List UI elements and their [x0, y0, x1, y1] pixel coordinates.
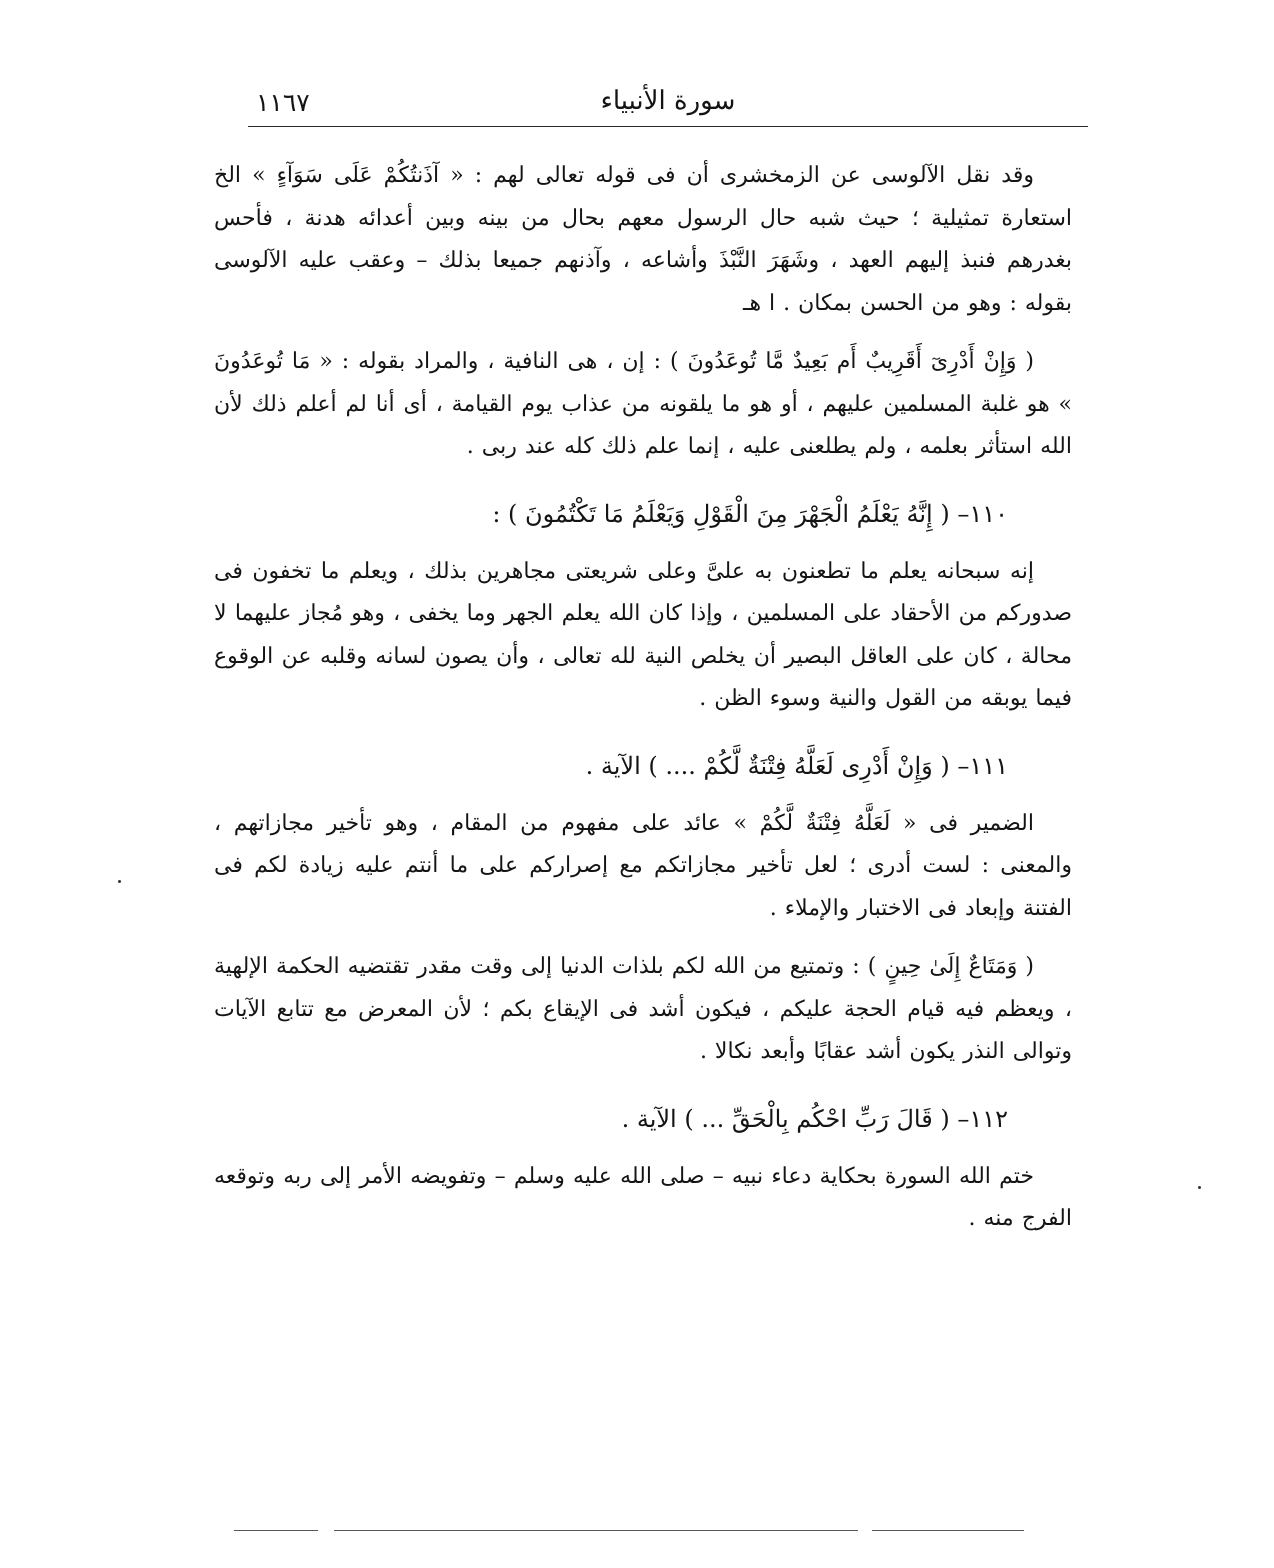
running-header — [248, 82, 1088, 126]
scan-speck — [118, 880, 121, 883]
paragraph-verse-110-commentary: إنه سبحانه يعلم ما تطعنون به علىَّ وعلى شريعتى مجاهرين بذلك ، ويعلم ما تخفون فى صدوركم من الأحقاد على المسلمين ، وإذا كان الله يعلم الجهر وما يخفى ، وهو مُجاز عليهما لا محالة ، كان على العاقل البصير أن يخلص النية لله تعالى ، وأن يصون لسانه وقلبه عن الوقوع فيما يوبقه من القول والنية وسوء الظن . — [214, 558, 1072, 711]
verse-text: – ( إِنَّهُ يَعْلَمُ الْجَهْرَ مِنَ الْقَوْلِ وَيَعْلَمُ مَا تَكْتُمُونَ ) : — [492, 499, 970, 528]
verse-text: – ( وَإِنْ أَدْرِى لَعَلَّهُ فِتْنَةٌ لَّكُمْ .... ) الآية . — [585, 751, 970, 780]
verse-heading-110 — [214, 491, 1072, 537]
footer-rule-segment — [872, 1530, 1024, 1531]
verse-heading-111 — [214, 743, 1072, 789]
paragraph-verse-109-commentary: ( وَإِنْ أَدْرِىٓ أَقَرِيبٌ أَم بَعِيدٌ مَّا تُوعَدُونَ ) : إن ، هى النافية ، والمراد بقوله : « مَا تُوعَدُونَ » هو غلبة المسلمين عليهم ، أو هو ما يلقونه من عذاب يوم القيامة ، أى أنا لم أعلم ذلك لأن الله استأثر بعلمه ، ولم يطلعنى عليه ، إنما علم ذلك كله عند ربى . — [214, 349, 1072, 459]
paragraph-closing: ختم الله السورة بحكاية دعاء نبيه – صلى الله عليه وسلم – وتفويضه الأمر إلى ربه وتوقعه الفرج منه . — [214, 1163, 1072, 1231]
verse-text: – ( قَالَ رَبِّ احْكُم بِالْحَقِّ ... ) الآية . — [621, 1104, 970, 1133]
page-number: ١١٦٧ — [256, 88, 310, 117]
footer-rule-segment — [234, 1530, 318, 1531]
surah-title: سورة الأنبياء — [600, 86, 736, 116]
header-divider — [248, 126, 1088, 127]
paragraph-enjoyment-commentary: ( وَمَتَاعٌ إِلَىٰ حِينٍ ) : وتمتيع من الله لكم بلذات الدنيا إلى وقت مقدر تقتضيه الحكمة الإلهية ، ويعظم فيه قيام الحجة عليكم ، فيكون أشد فى الإيقاع بكم ؛ لأن المعرض مع تتابع الآيات وتوالى النذر يكون أشد عقابًا وأبعد نكالا . — [214, 954, 1072, 1064]
paragraph-verse-111-commentary: الضمير فى « لَعَلَّهُ فِتْنَةٌ لَّكُمْ » عائد على مفهوم من المقام ، وهو تأخير مجازاتهم ، والمعنى : لست أدرى ؛ لعل تأخير مجازاتكم مع إصراركم على ما أنتم عليه زيادة لكم فى الفتنة وإبعاد فى الاختبار والإملاء . — [214, 810, 1072, 921]
main-text — [214, 155, 1072, 1241]
footer-rule-segment — [334, 1530, 858, 1531]
verse-number: ١١٠ — [969, 499, 1008, 528]
verse-number: ١١١ — [969, 751, 1008, 780]
verse-number: ١١٢ — [969, 1104, 1008, 1133]
verse-heading-112 — [214, 1096, 1072, 1142]
paragraph-alusi-quote: وقد نقل الآلوسى عن الزمخشرى أن فى قوله تعالى لهم : « آذَنتُكُمْ عَلَى سَوَآءٍ » الخ استعارة تمثيلية ؛ حيث شبه حال الرسول معهم بحال من بينه وبين أعدائه هدنة ، فأحس بغدرهم فنبذ إليهم العهد ، وشَهَرَ النَّبْذَ وأشاعه ، وآذنهم جميعا بذلك – وعقب عليه الآلوسى بقوله : وهو من الحسن بمكان . ا هـ — [214, 163, 1072, 316]
scan-speck — [1198, 1186, 1201, 1189]
